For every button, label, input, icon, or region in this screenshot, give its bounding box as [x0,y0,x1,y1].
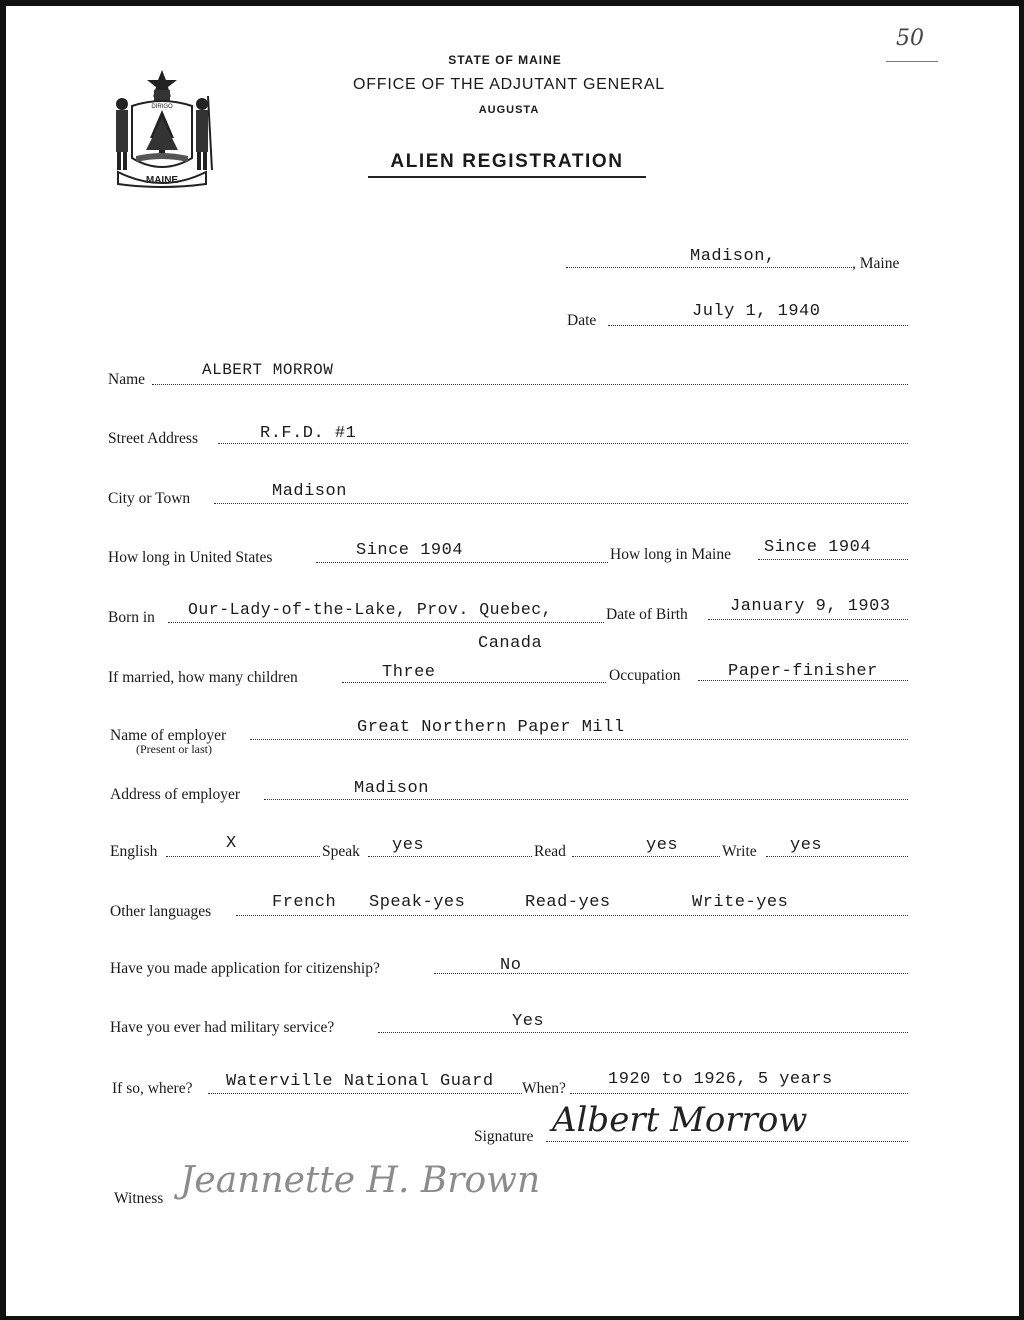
date-of-birth-line [708,619,908,620]
citizenship-value: No [500,956,522,975]
witness-label: Witness [114,1190,164,1207]
employer-line [250,739,908,740]
english-read-label: Read [534,843,566,860]
born-in-line [168,622,604,623]
other-language-value: French [272,893,337,912]
english-label: English [110,843,158,860]
name-line [152,384,908,385]
employer-address-line [264,799,908,800]
how-long-us-label: How long in United States [108,549,273,566]
other-language-read: Read-yes [525,893,611,912]
city-header: AUGUSTA [478,104,540,116]
when-value: 1920 to 1926, 5 years [608,1070,833,1089]
employer-address-label: Address of employer [110,786,240,803]
children-line [342,682,606,683]
military-value: Yes [512,1012,545,1031]
english-speak-label: Speak [322,843,360,860]
street-address-label: Street Address [108,430,198,447]
employer-address-value: Madison [354,779,429,798]
employer-value: Great Northern Paper Mill [357,718,625,737]
english-write-value: yes [790,836,823,855]
english-line [166,856,320,857]
city-label: City or Town [108,490,191,507]
children-label: If married, how many children [108,669,298,686]
page-number-underline [886,61,938,62]
other-languages-label: Other languages [110,903,212,920]
occupation-value: Paper-finisher [728,662,878,681]
page-title: ALIEN REGISTRATION [390,151,624,172]
signature-line [546,1141,908,1142]
english-write-line [766,856,908,857]
english-read-line [572,856,720,857]
page-title-underline [368,176,646,178]
born-in-country: Canada [478,634,543,653]
where-label: If so, where? [112,1080,193,1097]
other-languages-line [236,915,908,916]
employer-label: Name of employer [110,727,227,744]
military-line [378,1032,908,1033]
street-address-value: R.F.D. #1 [260,424,357,443]
witness-value: Jeannette H. Brown [180,1160,541,1201]
signature-label: Signature [474,1128,534,1145]
born-in-value: Our-Lady-of-the-Lake, Prov. Quebec, [188,600,553,619]
citizenship-label: Have you made application for citizenship? [110,960,380,977]
how-long-us-value: Since 1904 [356,541,464,560]
english-value: X [226,834,237,853]
how-long-maine-label: How long in Maine [610,546,731,563]
military-label: Have you ever had military service? [110,1019,335,1036]
occupation-label: Occupation [609,667,681,684]
other-language-speak: Speak-yes [369,893,466,912]
svg-text:DIRIGO: DIRIGO [151,104,173,110]
date-of-birth-label: Date of Birth [606,606,688,623]
children-value: Three [382,663,436,682]
city-line [214,503,908,504]
where-line [208,1093,522,1094]
employer-sublabel: (Present or last) [136,742,212,756]
street-address-line [218,443,908,444]
when-line [570,1093,908,1094]
signature-value: Albert Morrow [552,1100,808,1140]
born-in-label: Born in [108,609,155,626]
city-value: Madison [272,482,347,501]
how-long-maine-line [758,559,908,560]
name-label: Name [108,371,146,388]
office-header: OFFICE OF THE ADJUTANT GENERAL [352,76,666,93]
name-value: ALBERT MORROW [202,361,334,379]
date-of-birth-value: January 9, 1903 [730,597,891,616]
date-line [608,325,908,326]
how-long-maine-value: Since 1904 [764,538,872,557]
english-speak-line [368,856,532,857]
town-line [566,267,852,268]
english-write-label: Write [722,843,757,860]
town-value: Madison, [690,247,776,266]
english-speak-value: yes [392,836,425,855]
state-header: STATE OF MAINE [448,53,562,67]
when-label: When? [522,1080,566,1097]
where-value: Waterville National Guard [226,1072,494,1091]
maine-label: , Maine [852,255,900,272]
english-read-value: yes [646,836,679,855]
svg-text:MAINE: MAINE [145,175,179,186]
how-long-us-line [316,562,608,563]
other-language-write: Write-yes [692,893,789,912]
date-value: July 1, 1940 [692,302,821,321]
page-number: 50 [896,26,924,51]
date-label: Date [567,312,597,329]
